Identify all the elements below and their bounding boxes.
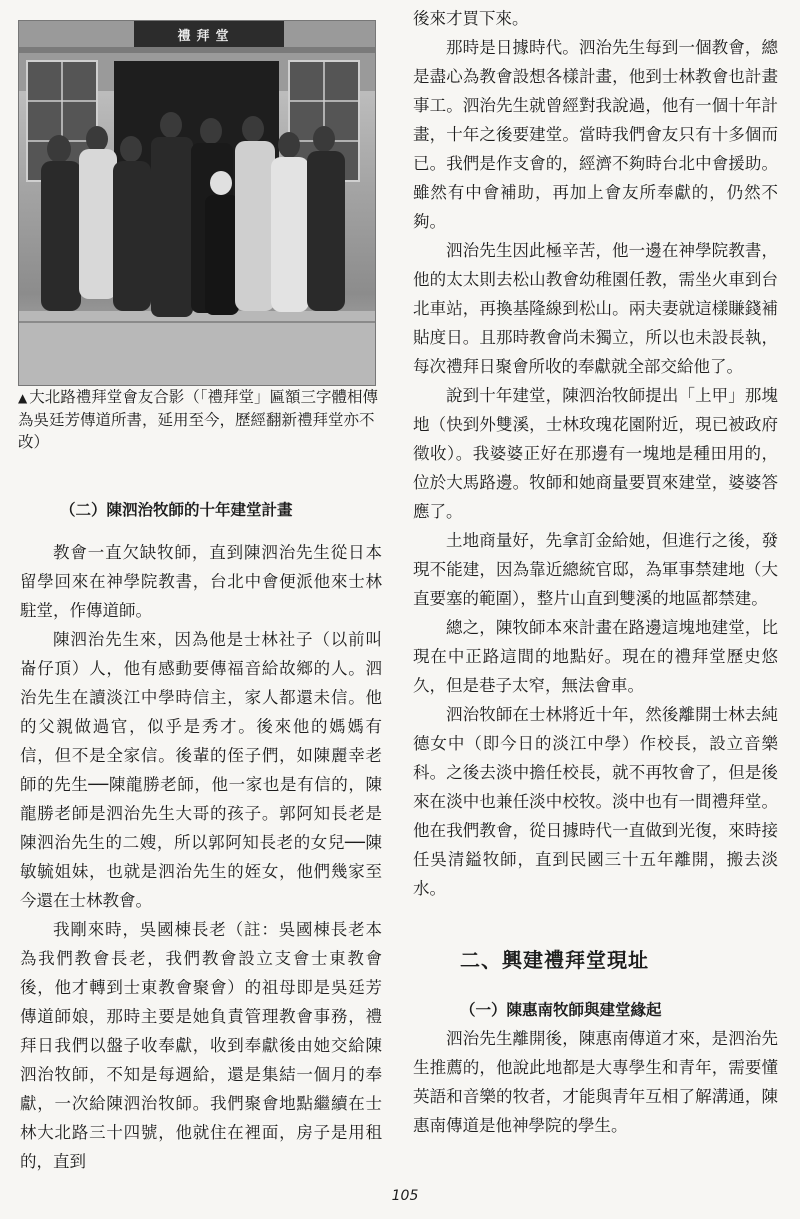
photo-caption xyxy=(18,386,380,453)
paragraph: 總之，陳牧師本來計畫在路邊這塊地建堂，比現在中正路這間的地點好。現在的禮拜堂歷史悠久，但是巷子太窄，無法會車。 xyxy=(413,618,778,695)
paragraph: 教會一直欠缺牧師，直到陳泗治先生從日本留學回來在神學院教書，台北中會便派他來士林駐堂，作傳道師。 xyxy=(20,543,382,620)
paragraph: 陳泗治先生來，因為他是士林社子（以前叫崙仔頂）人，他有感動要傳福音給故鄉的人。泗治先生在讀淡江中學時信主，家人都還未信。他的父親做過官，似乎是秀才。後來他的媽媽有信，但不是全家信。後輩的侄子們，如陳麗幸老師的先生──陳龍勝老師，他一家也是有信的，陳龍勝老師是泗治先生大哥的孩子。郭阿知長老是陳泗治先生的二嫂，所以郭阿知長老的女兒──陳敏毓姐妹，也就是泗治先生的姪女，他們幾家至今還在士林教會。 xyxy=(20,630,382,910)
paragraph: 泗治先生離開後，陳惠南傳道才來，是泗治先生推薦的，他說此地都是大專學生和青年，需要懂英語和音樂的牧者，才能與青年互相了解溝通，陳惠南傳道是他神學院的學生。 xyxy=(413,1029,778,1135)
photo-plaque-text: 禮拜堂 xyxy=(177,29,235,44)
triangle-icon: ▲ xyxy=(18,391,28,405)
photo-caption-text: 大北路禮拜堂會友合影（「禮拜堂」匾額三字體相傳為吳廷芳傳道所書，延用至今，歷經翻新禮拜堂亦不改） xyxy=(18,388,378,451)
paragraph: 土地商量好，先拿訂金給她，但進行之後，發現不能建，因為靠近總統官邸，為軍事禁建地（大直要塞的範圍），整片山直到雙溪的地區都禁建。 xyxy=(413,531,778,608)
left-column-body xyxy=(20,538,382,1176)
right-column-body xyxy=(413,4,778,903)
paragraph: 說到十年建堂，陳泗治牧師提出「上甲」那塊地（快到外雙溪，士林玫瑰花園附近，現已被政府徵收）。我婆婆正好在那邊有一塊地是種田用的，位於大馬路邊。牧師和她商量要買來建堂，婆婆答應了。 xyxy=(413,386,778,521)
group-photo-image xyxy=(19,21,375,385)
section-subheading: （一）陳惠南牧師與建堂緣起 xyxy=(460,1001,662,1019)
paragraph: 泗治牧師在士林將近十年，然後離開士林去純德女中（即今日的淡江中學）作校長，設立音樂科。之後去淡中擔任校長，就不再牧會了，但是後來在淡中也兼任淡中校牧。淡中也有一間禮拜堂。他在我們教會，從日據時代一直做到光復，來時接任吳清鎰牧師，直到民國三十五年離開，搬去淡水。 xyxy=(413,705,778,898)
paragraph: 泗治先生因此極辛苦，他一邊在神學院教書，他的太太則去松山教會幼稚園任教，需坐火車到台北車站，再換基隆線到松山。兩夫妻就這樣賺錢補貼度日。且那時教會尚未獨立，所以也未設長執，每次禮拜日聚會所收的奉獻就全部交給他了。 xyxy=(413,241,778,376)
page-number: 105 xyxy=(391,1188,419,1204)
section-heading: 二、興建禮拜堂現址 xyxy=(460,948,649,972)
right-column-section-body xyxy=(413,1024,778,1140)
paragraph: 後來才買下來。 xyxy=(413,9,529,28)
paragraph: 我剛來時，吳國棟長老（註：吳國棟長老本為我們教會長老，我們教會設立支會士東教會後，他才轉到士東教會聚會）的祖母即是吳廷芳傳道師娘，那時主要是她負責管理教會事務，禮拜日我們以盤子收奉獻，收到奉獻後由她交給陳泗治牧師，不知是每週給，還是集結一個月的奉獻，一次給陳泗治牧師。我們聚會地點繼續在士林大北路三十四號，他就住在裡面，房子是用租的，直到 xyxy=(20,920,382,1171)
paragraph: 那時是日據時代。泗治先生每到一個教會，總是盡心為教會設想各樣計畫，他到士林教會也計畫事工。泗治先生就曾經對我說過，他有一個十年計畫，十年之後要建堂。當時我們會友只有十多個而已。我們是作支會的，經濟不夠時台北中會援助。雖然有中會補助，再加上會友所奉獻的，仍然不夠。 xyxy=(413,38,778,231)
group-photo xyxy=(18,20,376,386)
section-subheading: （二）陳泗治牧師的十年建堂計畫 xyxy=(60,501,293,519)
